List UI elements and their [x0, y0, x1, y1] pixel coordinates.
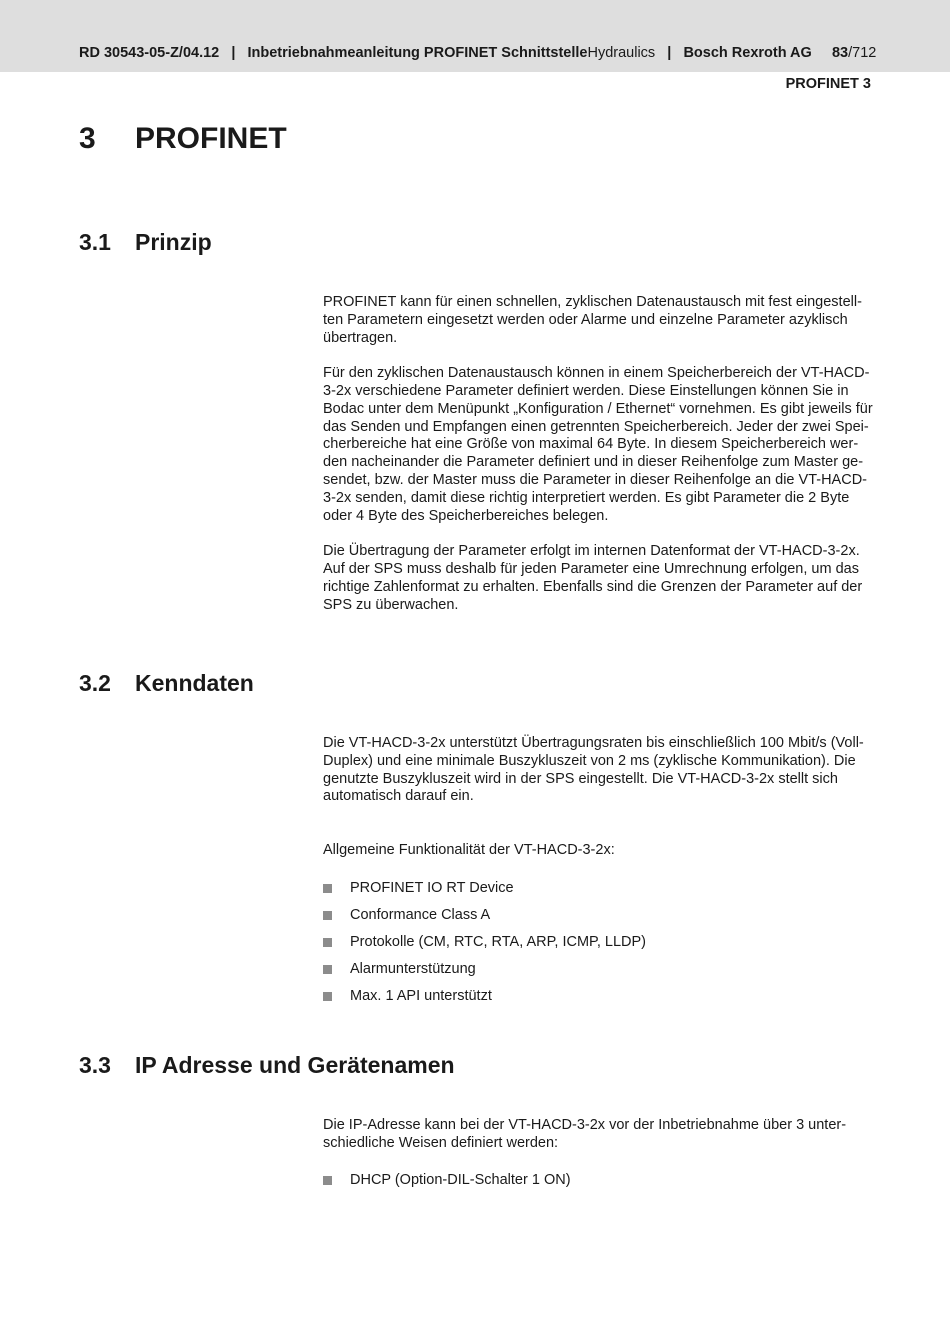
section-body-prinzip	[323, 294, 873, 632]
chapter-number: 3	[79, 122, 96, 155]
list-item-text: PROFINET IO RT Device	[350, 880, 514, 896]
list-item	[323, 879, 873, 906]
list-item-text: Protokolle (CM, RTC, RTA, ARP, ICMP, LLDP)	[350, 934, 646, 950]
paragraph: Die Übertragung der Parameter erfolgt im internen Datenformat der VT-HACD-3-2x. Auf der SPS muss deshalb für jeden Parameter eine Umrechnung erfolgen, um das richtige Zahlenformat zu erhalten. Ebenfalls sind die Grenzen der Parameter auf der SPS zu überwachen.	[323, 543, 863, 613]
section-body-ip-adresse	[323, 1117, 873, 1170]
list-item-text: DHCP (Option-DIL-Schalter 1 ON)	[350, 1172, 571, 1188]
page-header	[0, 0, 950, 72]
section-title: Prinzip	[135, 229, 212, 255]
page-number: 83	[831, 45, 849, 61]
header-separator-2: |	[667, 45, 672, 61]
paragraph: Allgemeine Funktionalität der VT-HACD-3-2x:	[323, 842, 615, 858]
doc-reference: RD 30543-05-Z/04.12	[79, 45, 220, 61]
ip-method-list	[323, 1171, 873, 1198]
header-right	[588, 44, 877, 62]
section-heading-ip-adresse	[79, 1052, 455, 1079]
section-number: 3.3	[79, 1052, 111, 1078]
section-title: Kenndaten	[135, 670, 254, 696]
chapter-heading	[79, 122, 287, 156]
section-number: 3.1	[79, 229, 111, 255]
section-title: IP Adresse und Gerätenamen	[135, 1052, 455, 1078]
square-bullet-icon	[323, 992, 332, 1001]
section-body-kenndaten	[323, 735, 873, 824]
list-item	[323, 960, 873, 987]
square-bullet-icon	[323, 1176, 332, 1185]
section-number: 3.2	[79, 670, 111, 696]
list-item-text: Conformance Class A	[350, 907, 491, 923]
chapter-title: PROFINET	[135, 122, 287, 155]
section-heading-kenndaten	[79, 670, 254, 697]
paragraph: Die VT-HACD-3-2x unterstützt Übertragungsraten bis einschließlich 100 Mbit/s (Voll- Duplex) und eine minimale Buszykluszeit von 2 ms (zyklische Kommunikation). Die genutzte Buszykluszeit wird in der SPS eingestellt. Die VT-HACD-3-2x stellt sich automatisch darauf ein.	[323, 735, 864, 805]
paragraph: Für den zyklischen Datenaustausch können in einem Speicherbereich der VT-HACD- 3-2x verschiedene Parameter definiert werden. Diese Einstellungen können Sie in Bodac unter dem Menüpunkt „Konfiguration / Ethernet“ vornehmen. Es gibt jeweils für das Senden und Empfangen einen getrennten Speicherbereich. Jeder der zwei Spei- cherbereiche hat eine Größe von maximal 64 Byte. In diesem Speicherbereich wer- den nacheinander die Parameter definiert und in dieser Reihenfolge zum Master ge- sendet, bzw. der Master muss die Parameter in dieser Reihenfolge an die VT-HACD- 3-2x senden, damit diese richtig interpretiert werden. Es gibt Parameter die 2 Byte oder 4 Byte des Speicherbereiches belegen.	[323, 365, 873, 524]
list-item	[323, 906, 873, 933]
square-bullet-icon	[323, 884, 332, 893]
header-left	[79, 44, 588, 62]
division-label: Hydraulics	[587, 45, 656, 61]
functionality-intro	[323, 842, 873, 878]
header-line	[79, 44, 877, 62]
list-item	[323, 1171, 873, 1198]
list-item-text: Alarmunterstützung	[350, 961, 476, 977]
list-item-text: Max. 1 API unterstützt	[350, 988, 492, 1004]
functionality-list	[323, 879, 873, 1014]
chapter-tag: PROFINET 3	[785, 76, 871, 92]
section-heading-prinzip	[79, 229, 212, 256]
paragraph: Die IP-Adresse kann bei der VT-HACD-3-2x vor der Inbetriebnahme über 3 unter- schiedliche Weisen definiert werden:	[323, 1117, 847, 1151]
list-item	[323, 933, 873, 960]
doc-title: Inbetriebnahmeanleitung PROFINET Schnittstelle	[247, 45, 588, 61]
square-bullet-icon	[323, 911, 332, 920]
square-bullet-icon	[323, 938, 332, 947]
company-name: Bosch Rexroth AG	[683, 45, 812, 61]
page-total: /712	[848, 45, 877, 61]
square-bullet-icon	[323, 965, 332, 974]
paragraph: PROFINET kann für einen schnellen, zyklischen Datenaustausch mit fest eingestell- ten Parametern eingesetzt werden oder Alarme und einzelne Parameter azyklisch übertragen.	[323, 294, 862, 346]
list-item	[323, 987, 873, 1014]
header-separator: |	[231, 45, 236, 61]
